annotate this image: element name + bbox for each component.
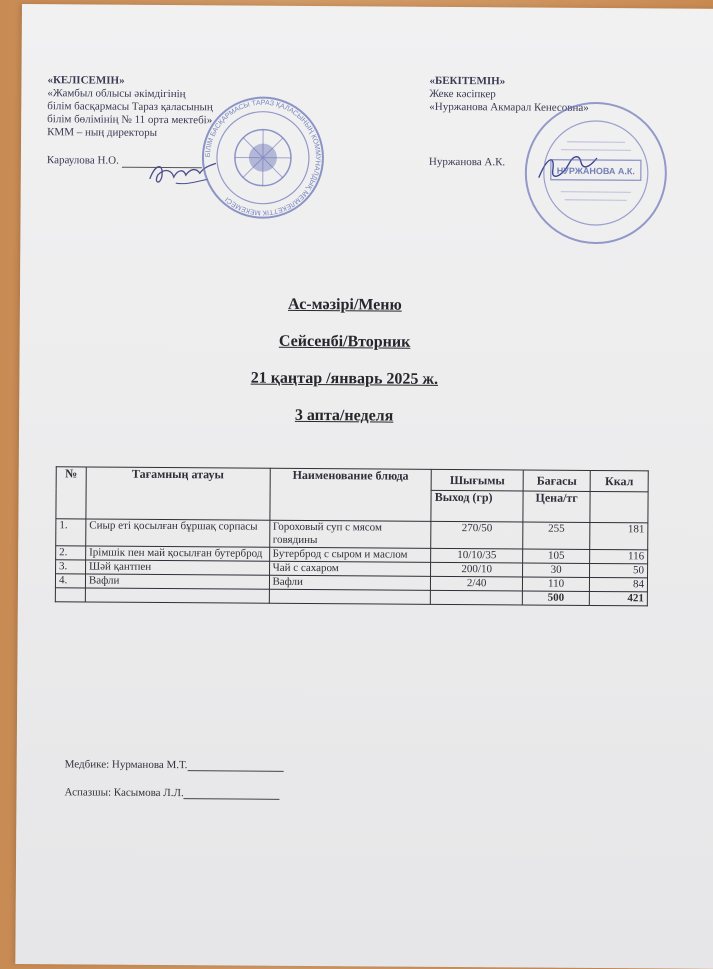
row-name-ru: Вафли — [269, 575, 431, 590]
row-name-kz: Сиыр еті қосылған бұршақ сорпасы — [86, 519, 270, 547]
row-kcal: 84 — [589, 577, 647, 591]
approval-right-line: Жеке кәсіпкер — [429, 88, 689, 103]
col-header-kcal: Ккал — [590, 470, 648, 491]
row-num: 2. — [56, 546, 86, 560]
row-kcal: 50 — [590, 563, 648, 577]
svg-text:БІЛІМ БАСҚАРМАСЫ ТАРАЗ ҚАЛАСЫН: БІЛІМ БАСҚАРМАСЫ ТАРАЗ ҚАЛАСЫНЫҢ КОММУНАЛДЫҚ МЕМЛЕКЕТТІК МЕКЕМЕСІ — [204, 99, 321, 216]
row-kcal: 181 — [590, 522, 648, 549]
total-empty-cell — [85, 588, 269, 603]
row-price: 255 — [523, 522, 590, 549]
total-empty-cell — [269, 589, 431, 604]
menu-titles — [19, 294, 670, 447]
menu-table — [55, 466, 649, 606]
row-name-kz: Шәй қантпен — [85, 560, 269, 575]
total-kcal: 421 — [589, 591, 647, 605]
round-seal-right — [520, 97, 671, 248]
approval-left-line: «Жамбыл облысы әкімдігінің — [47, 87, 297, 102]
row-yield: 10/10/35 — [431, 548, 523, 563]
col-header-name-kz: Тағамның атауы — [86, 467, 270, 520]
menu-week: 3 апта/неделя — [19, 405, 669, 428]
approval-left-line: КММ – ның директоры — [47, 126, 297, 141]
col-header-yield: Шығымы — [431, 469, 523, 491]
row-kcal: 116 — [590, 549, 648, 563]
row-num: 4. — [55, 574, 85, 588]
row-name-kz: Вафли — [85, 574, 269, 589]
row-price: 30 — [523, 563, 590, 577]
approval-left-line: білім басқармасы Тараз қаласының — [47, 100, 297, 115]
row-yield: 2/40 — [431, 576, 523, 591]
col-subheader-price: Цена/тг — [523, 491, 590, 522]
total-price: 500 — [522, 591, 589, 605]
row-price: 110 — [523, 577, 590, 591]
row-yield: 270/50 — [431, 521, 523, 549]
approval-left-line: білім бөлімінің № 11 орта мектебі» — [47, 113, 297, 128]
approval-right-line: «Нуржанова Акмарал Кенесовна» — [429, 101, 689, 116]
approval-left-title: «КЕЛІСЕМІН» — [47, 74, 297, 89]
row-name-ru: Бутерброд с сыром и маслом — [269, 547, 431, 562]
cook-name: Аспазшы: Касымова Л.Л. — [64, 786, 183, 799]
svg-text:НУРЖАНОВА А.К.: НУРЖАНОВА А.К. — [557, 166, 635, 177]
col-subheader-yield: Выход (гр) — [431, 490, 523, 522]
total-empty-cell — [55, 588, 85, 602]
menu-title: Ас-мәзірі/Меню — [20, 294, 670, 317]
total-empty-cell — [431, 590, 523, 605]
row-name-ru: Гороховый суп с мясом говядины — [269, 520, 431, 548]
document-page — [15, 4, 713, 969]
nurse-signature-row — [65, 758, 284, 772]
row-name-ru: Чай с сахаром — [269, 561, 431, 576]
row-num: 1. — [56, 519, 86, 546]
approval-left-signer: Караулова Н.О. — [47, 154, 119, 167]
nurse-name: Медбике: Нурманова М.Т. — [65, 758, 188, 771]
row-price: 105 — [523, 549, 590, 563]
col-header-price: Бағасы — [523, 470, 590, 491]
row-name-kz: Ірімшік пен май қосылған бутерброд — [86, 546, 270, 561]
table-row — [56, 519, 648, 550]
menu-day: Сейсенбі/Вторник — [20, 331, 670, 354]
approval-right-signer: Нуржанова А.К. — [429, 156, 689, 171]
col-header-num: № — [56, 467, 86, 519]
row-num: 3. — [56, 560, 86, 574]
signature-line — [184, 788, 280, 800]
signature-line — [187, 760, 283, 772]
col-subheader-kcal-empty — [590, 491, 648, 522]
row-yield: 200/10 — [431, 562, 523, 577]
menu-date: 21 қаңтар /январь 2025 ж. — [19, 368, 669, 391]
round-seal-left — [198, 93, 327, 222]
table-header-row — [56, 467, 648, 492]
col-header-name-ru: Наименование блюда — [269, 468, 431, 521]
cook-signature-row — [64, 786, 279, 800]
approval-right-title: «БЕКІТЕМІН» — [429, 75, 689, 90]
